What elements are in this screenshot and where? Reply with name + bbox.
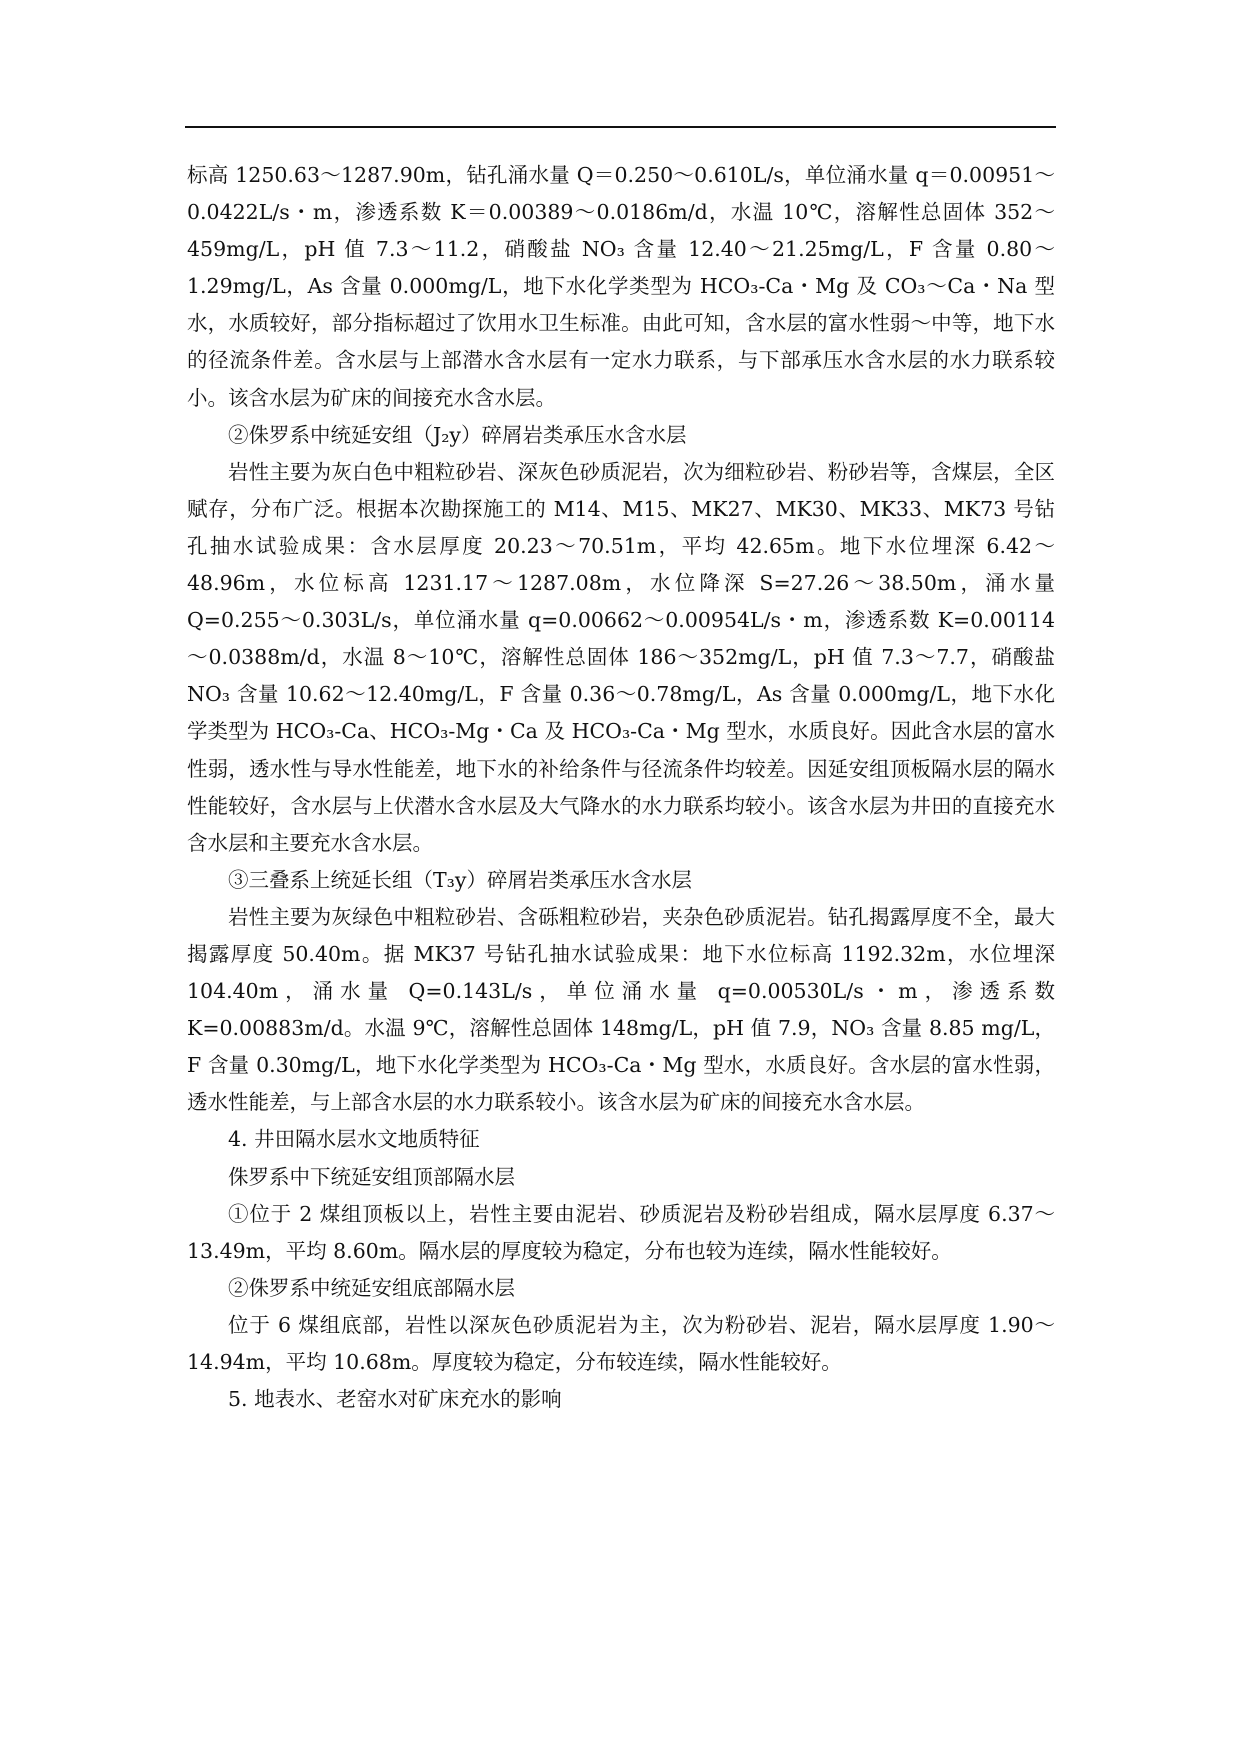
section-heading-4: 4. 井田隔水层水文地质特征	[228, 1127, 480, 1152]
paragraph-aquifer1-continued: 标高 1250.63～1287.90m，钻孔涌水量 Q＝0.250～0.610L/s，单位涌水量 q＝0.00951～0.0422L/s・m，渗透系数 K＝0.00389～0.0186m/d，水温 10℃，溶解性总固体 352～459mg/L，pH 值 7.3～11.2，硝酸盐 NO₃ 含量 12.40～21.25mg/L，F 含量 0.80～1.29mg/L，As 含量 0.000mg/L，地下水化学类型为 HCO₃-Ca・Mg 及 CO₃～Ca・Na 型水，水质较好，部分指标超过了饮用水卫生标准。由此可知，含水层的富水性弱～中等，地下水的径流条件差。含水层与上部潜水含水层有一定水力联系，与下部承压水含水层的水力联系较小。该含水层为矿床的间接充水含水层。	[187, 163, 1055, 410]
paragraph-top-aquitard: ①位于 2 煤组顶板以上，岩性主要由泥岩、砂质泥岩及粉砂岩组成，隔水层厚度 6.37～13.49m，平均 8.60m。隔水层的厚度较为稳定，分布也较为连续，隔水性能较好。	[187, 1201, 1055, 1263]
header-rule	[185, 126, 1056, 128]
paragraph-j2y-aquifer: 岩性主要为灰白色中粗粒砂岩、深灰色砂质泥岩，次为细粒砂岩、粉砂岩等，含煤层，全区赋存，分布广泛。根据本次勘探施工的 M14、M15、MK27、MK30、MK33、MK73 号钻孔抽水试验成果：含水层厚度 20.23～70.51m，平均 42.65m。地下水位埋深 6.42～48.96m，水位标高 1231.17～1287.08m，水位降深 S=27.26～38.50m，涌水量 Q=0.255～0.303L/s，单位涌水量 q=0.00662～0.00954L/s・m，渗透系数 K=0.00114～0.0388m/d，水温 8～10℃，溶解性总固体 186～352mg/L，pH 值 7.3～7.7，硝酸盐 NO₃ 含量 10.62～12.40mg/L，F 含量 0.36～0.78mg/L，As 含量 0.000mg/L，地下水化学类型为 HCO₃-Ca、HCO₃-Mg・Ca 及 HCO₃-Ca・Mg 型水，水质良好。因此含水层的富水性弱，透水性与导水性能差，地下水的补给条件与径流条件均较差。因延安组顶板隔水层的隔水性能较好，含水层与上伏潜水含水层及大气降水的水力联系均较小。该含水层为井田的直接充水含水层和主要充水含水层。	[187, 459, 1055, 855]
heading-j2y-aquifer: ②侏罗系中统延安组（J₂y）碎屑岩类承压水含水层	[228, 422, 687, 447]
heading-t3y-aquifer: ③三叠系上统延长组（T₃y）碎屑岩类承压水含水层	[228, 867, 692, 892]
heading-bottom-aquitard: ②侏罗系中统延安组底部隔水层	[228, 1275, 515, 1300]
subheading-top-aquitard: 侏罗系中下统延安组顶部隔水层	[228, 1164, 515, 1189]
document-body	[187, 157, 1055, 1418]
paragraph-bottom-aquitard: 位于 6 煤组底部，岩性以深灰色砂质泥岩为主，次为粉砂岩、泥岩，隔水层厚度 1.90～14.94m，平均 10.68m。厚度较为稳定，分布较连续，隔水性能较好。	[187, 1312, 1055, 1374]
section-heading-5: 5. 地表水、老窑水对矿床充水的影响	[228, 1387, 562, 1412]
paragraph-t3y-aquifer: 岩性主要为灰绿色中粗粒砂岩、含砾粗粒砂岩，夹杂色砂质泥岩。钻孔揭露厚度不全，最大揭露厚度 50.40m。据 MK37 号钻孔抽水试验成果：地下水位标高 1192.32m，水位埋深 104.40m，涌水量 Q=0.143L/s，单位涌水量 q=0.00530L/s・m，渗透系数 K=0.00883m/d。水温 9℃，溶解性总固体 148mg/L，pH 值 7.9，NO₃ 含量 8.85 mg/L，F 含量 0.30mg/L，地下水化学类型为 HCO₃-Ca・Mg 型水，水质良好。含水层的富水性弱，透水性能差，与上部含水层的水力联系较小。该含水层为矿床的间接充水含水层。	[187, 904, 1055, 1115]
